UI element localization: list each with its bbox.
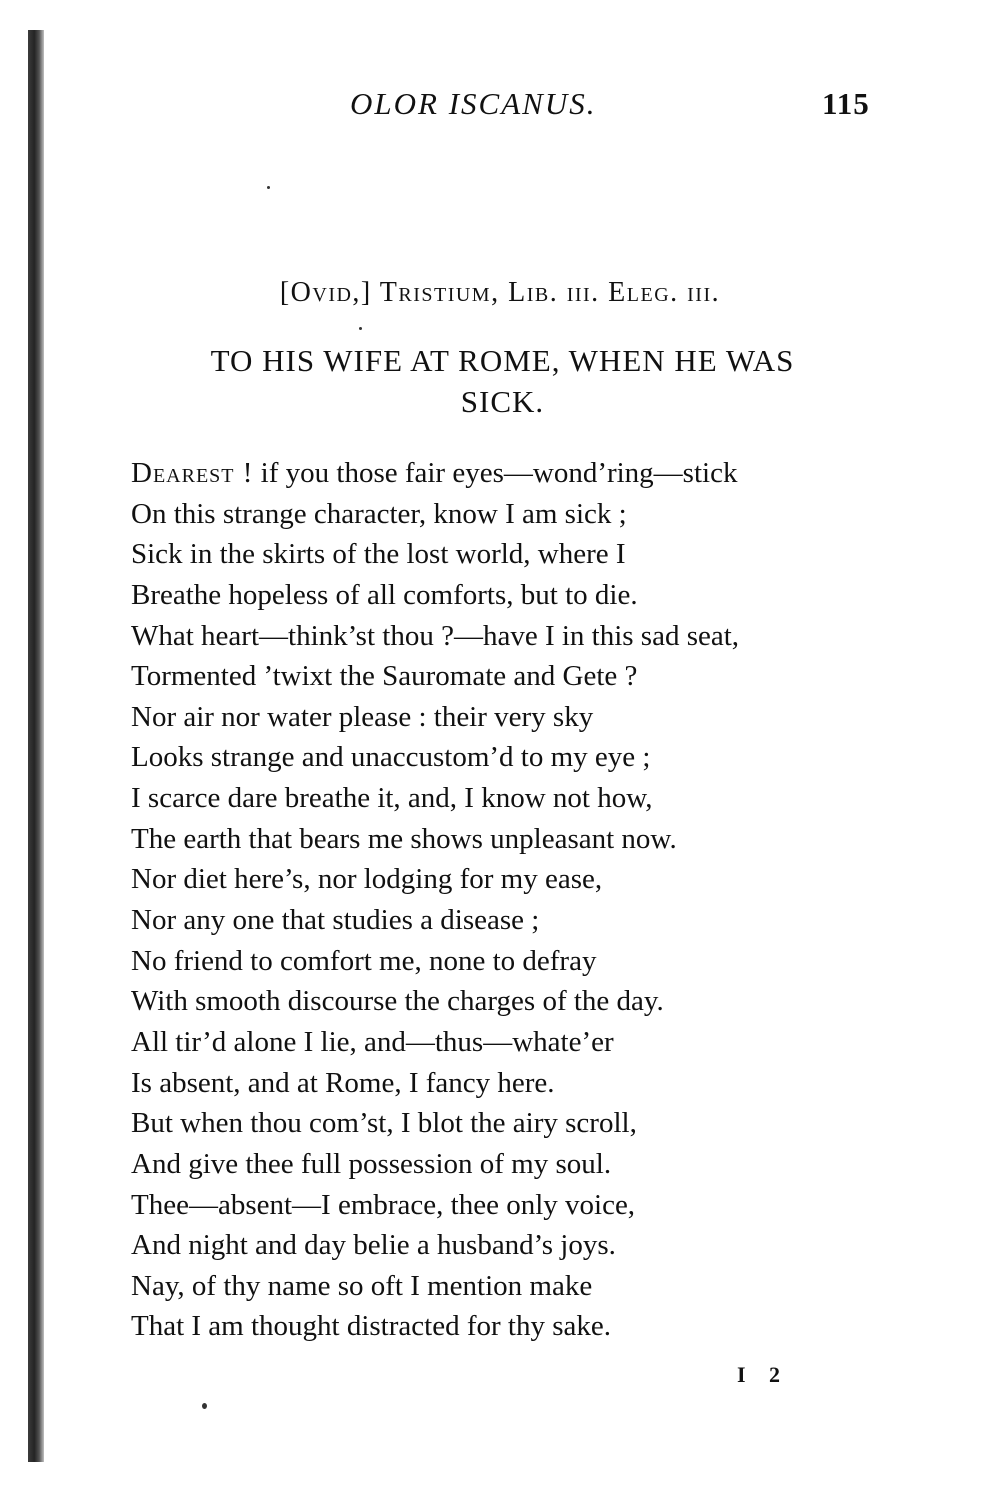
poem-line: On this strange character, know I am sick ;: [131, 497, 627, 530]
poem-line: But when thou com’st, I blot the airy scroll,: [131, 1107, 637, 1140]
poem-line: That I am thought distracted for thy sake.: [131, 1310, 611, 1343]
ink-speck: [267, 186, 270, 189]
poem-line: And night and day belie a husband’s joys.: [131, 1229, 616, 1262]
ink-speck: [202, 1403, 207, 1409]
poem-line: And give thee full possession of my soul.: [131, 1147, 612, 1180]
poem-line: Looks strange and unaccustom’d to my eye ;: [131, 741, 651, 774]
poem-body: [131, 453, 951, 1347]
poem-line: The earth that bears me shows unpleasant now.: [131, 822, 677, 855]
poem-line: Nor air nor water please : their very sky: [131, 700, 594, 733]
poem-line: What heart—think’st thou ?—have I in this sad seat,: [131, 619, 740, 652]
running-title: OLOR ISCANUS.: [350, 86, 597, 121]
poem-line-text: if you those fair eyes—wond’ring—stick: [253, 457, 738, 489]
source-line: [Ovid,] Tristium, Lib. iii. Eleg. iii.: [279, 277, 721, 308]
page-edge-shadow: [28, 30, 44, 1462]
poem-title: [120, 340, 885, 422]
poem-line: Sick in the skirts of the lost world, where I: [131, 538, 626, 571]
ink-speck: [359, 327, 362, 330]
running-header: [0, 86, 984, 126]
poem-line: With smooth discourse the charges of the day.: [131, 985, 664, 1018]
poem-line: Nor diet here’s, nor lodging for my ease,: [131, 863, 603, 896]
poem-line: Nor any one that studies a disease ;: [131, 904, 540, 937]
poem-first-word: Dearest !: [131, 457, 254, 489]
poem-line: Tormented ’twixt the Sauromate and Gete ?: [131, 660, 638, 693]
poem-line: Thee—absent—I embrace, thee only voice,: [131, 1188, 636, 1221]
poem-line: I scarce dare breathe it, and, I know not how,: [131, 782, 653, 815]
poem-line: [131, 453, 951, 494]
poem-title-line: SICK.: [460, 384, 545, 419]
poem-title-line: TO HIS WIFE AT ROME, WHEN HE WAS: [210, 343, 795, 378]
page-number: 115: [822, 86, 870, 121]
poem-line: All tir’d alone I lie, and—thus—whate’er: [131, 1025, 614, 1058]
poem-line: Is absent, and at Rome, I fancy here.: [131, 1066, 555, 1099]
signature-mark: I 2: [737, 1362, 790, 1387]
poem-line: Nay, of thy name so oft I mention make: [131, 1269, 593, 1302]
poem-line: No friend to comfort me, none to defray: [131, 944, 597, 977]
poem-line: Breathe hopeless of all comforts, but to die.: [131, 578, 638, 611]
